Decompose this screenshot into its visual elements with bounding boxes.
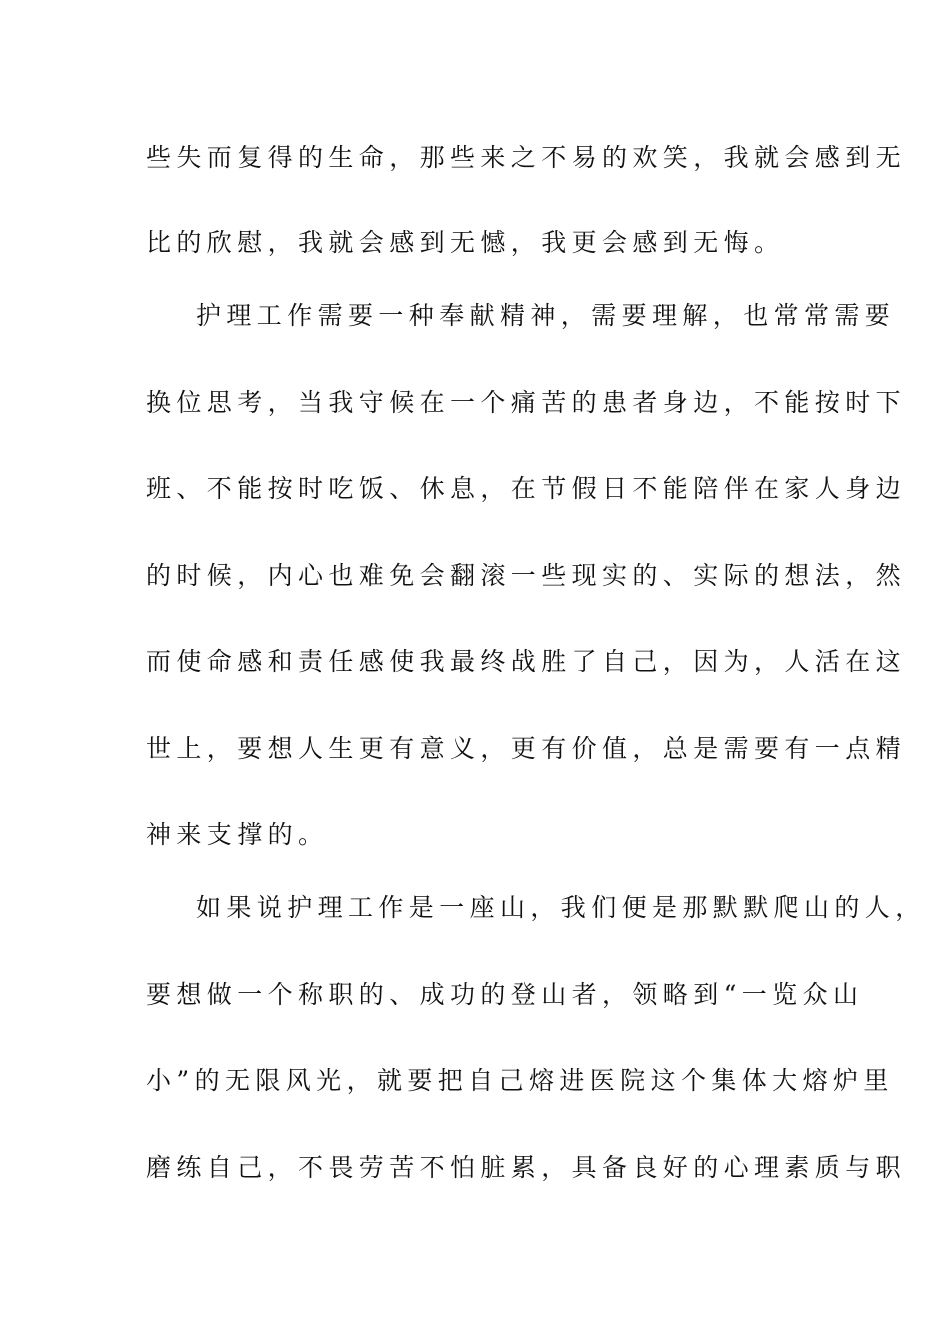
text-line: 班、不能按时吃饭、休息，在节假日不能陪伴在家人身边 [146,474,907,503]
paragraph-start-line: 护理工作需要一种奉献精神，需要理解，也常常需要 [196,301,896,330]
text-line: 换位思考，当我守候在一个痛苦的患者身边，不能按时下 [146,388,907,417]
text-line: 世上，要想人生更有意义，更有价值，总是需要有一点精 [146,734,907,763]
text-line: 的时候，内心也难免会翻滚一些现实的、实际的想法，然 [146,561,907,590]
text-line: 而使命感和责任感使我最终战胜了自己，因为，人活在这 [146,647,907,676]
text-line: 磨练自己，不畏劳苦不怕脏累，具备良好的心理素质与职 [146,1153,907,1182]
text-line: 些失而复得的生命，那些来之不易的欢笑，我就会感到无 [146,143,907,172]
text-line: 小”的无限风光，就要把自己熔进医院这个集体大熔炉里 [146,1066,894,1095]
text-line: 神来支撑的。 [146,820,329,849]
paragraph-start-line: 如果说护理工作是一座山，我们便是那默默爬山的人， [196,893,926,922]
text-line: 要想做一个称职的、成功的登山者，领略到“一览众山 [146,980,864,1009]
text-line: 比的欣慰，我就会感到无憾，我更会感到无悔。 [146,228,785,257]
